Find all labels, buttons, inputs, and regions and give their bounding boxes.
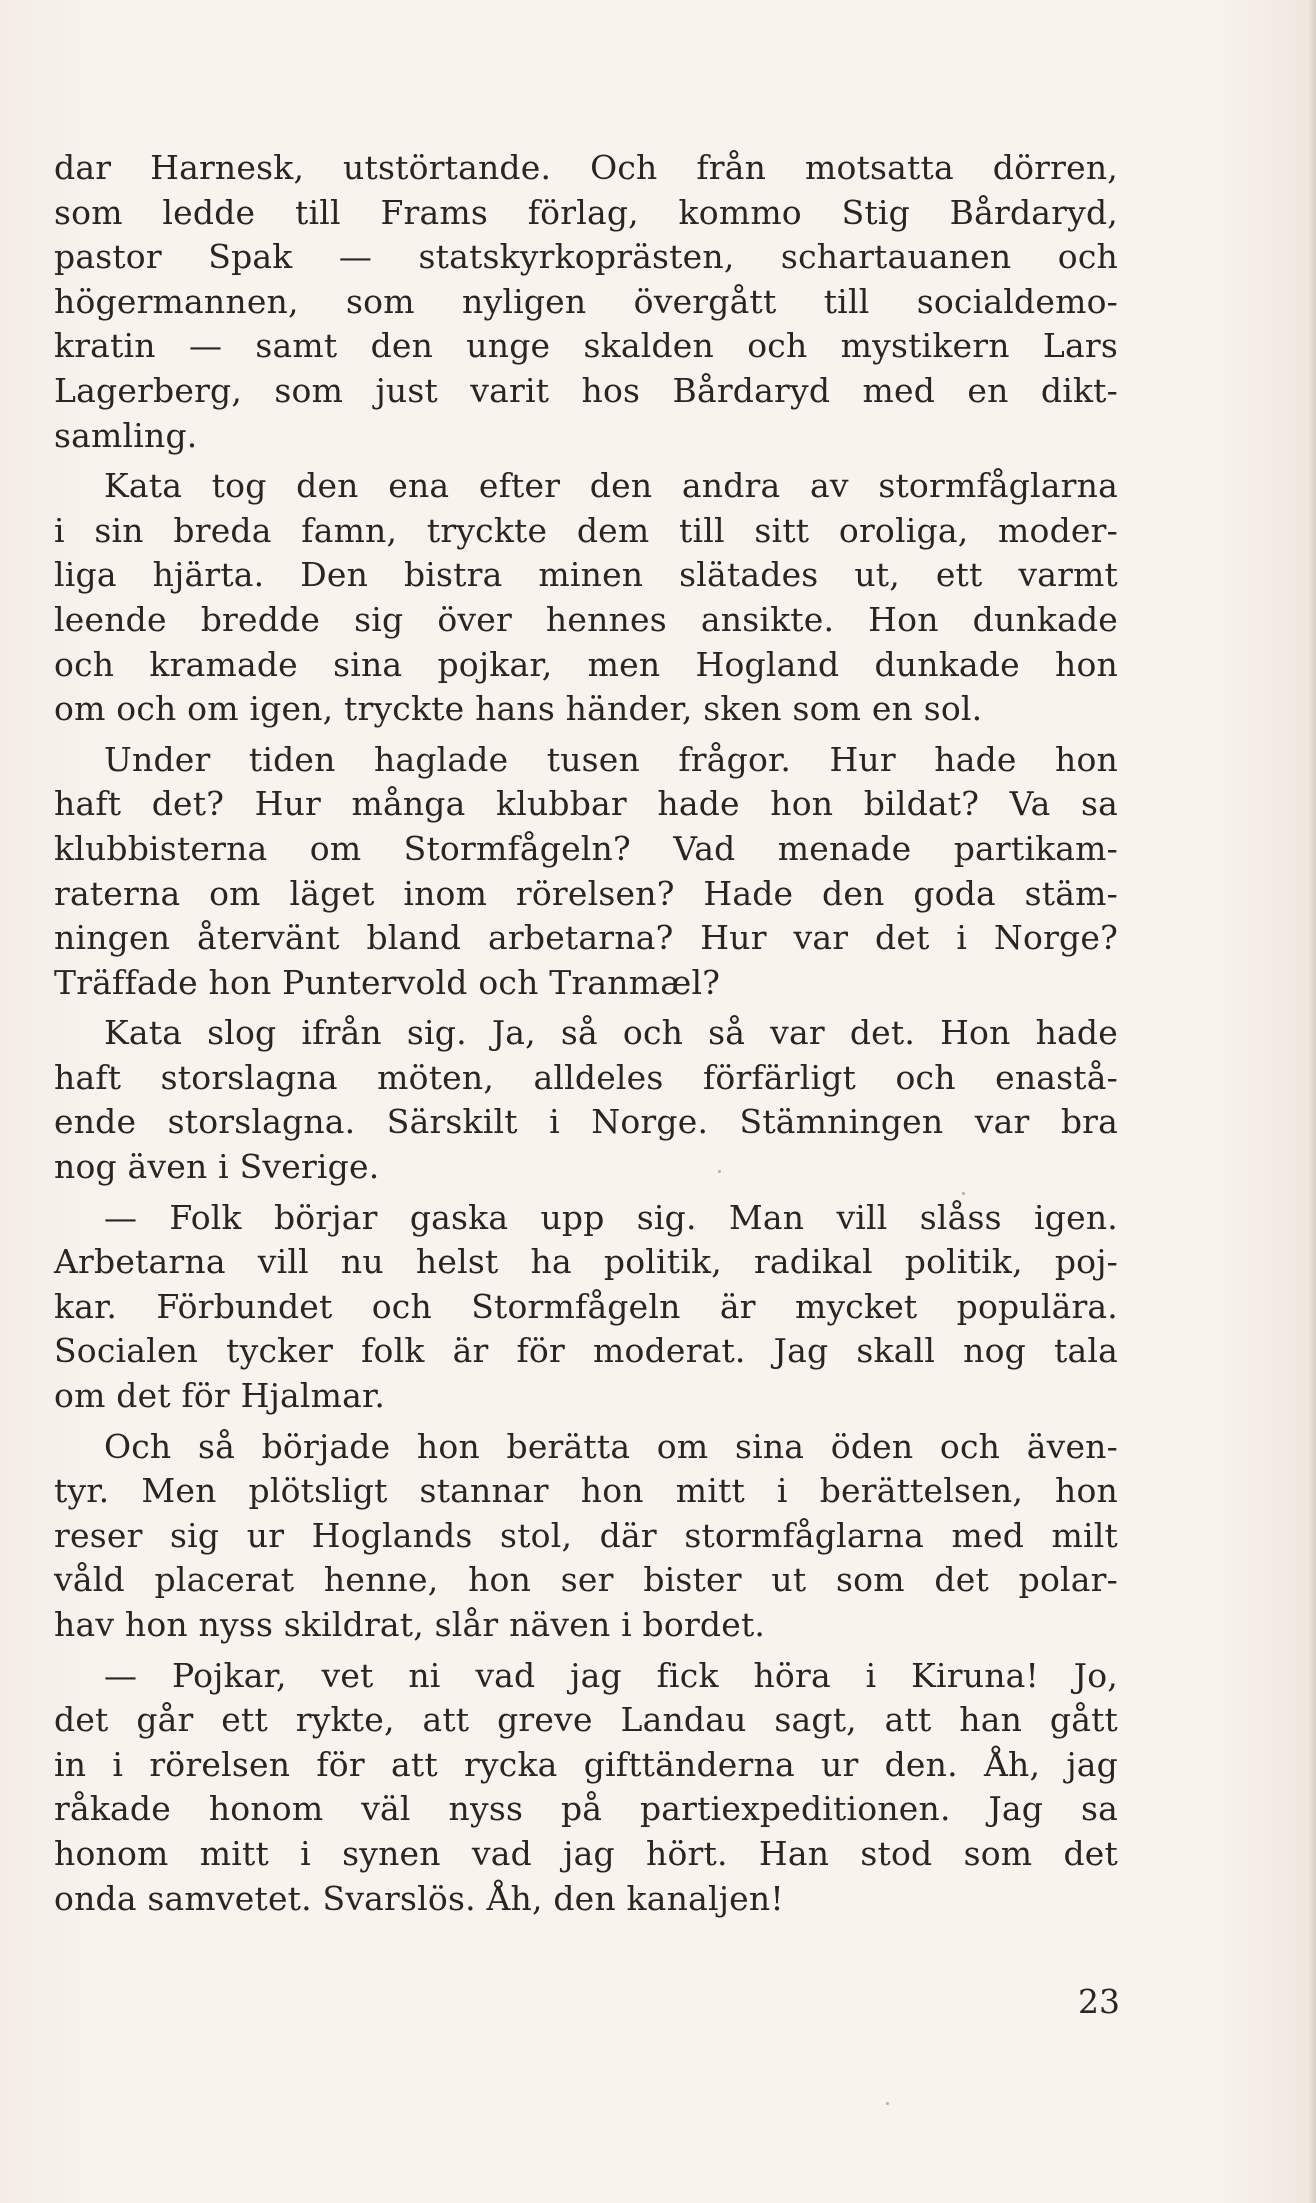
text-line: våld placerat henne, hon ser bister ut som det polar- <box>54 1560 1118 1600</box>
text-line: leende bredde sig över hennes ansikte. Hon dunkade <box>54 599 1118 639</box>
text-line: högermannen, som nyligen övergått till socialdemo- <box>54 281 1118 321</box>
paragraph <box>54 1196 1118 1419</box>
text-line: reser sig ur Hoglands stol, där stormfåglarna med milt <box>54 1515 1118 1555</box>
paragraph <box>54 738 1118 1006</box>
text-line: om det för Hjalmar. <box>54 1376 386 1416</box>
paragraph <box>54 1425 1118 1648</box>
text-line: liga hjärta. Den bistra minen slätades ut, ett varmt <box>54 555 1118 595</box>
text-line: haft det? Hur många klubbar hade hon bildat? Va sa <box>54 784 1118 824</box>
paragraph <box>54 146 1118 458</box>
text-line: onda samvetet. Svarslös. Åh, den kanaljen! <box>54 1878 784 1918</box>
text-line: — Pojkar, vet ni vad jag fick höra i Kiruna! Jo, <box>104 1655 1118 1695</box>
text-line: Träffade hon Puntervold och Tranmæl? <box>54 962 721 1002</box>
paper-speck <box>886 2102 889 2105</box>
text-line: kar. Förbundet och Stormfågeln är mycket populära. <box>54 1286 1118 1326</box>
text-line: samling. <box>54 415 198 455</box>
text-line: honom mitt i synen vad jag hört. Han stod som det <box>54 1833 1118 1873</box>
text-line: — Folk börjar gaska upp sig. Man vill slåss igen. <box>104 1197 1118 1237</box>
page-number: 23 <box>1078 1982 1120 2021</box>
text-line: raterna om läget inom rörelsen? Hade den goda stäm- <box>54 873 1118 913</box>
text-line: om och om igen, tryckte hans händer, sken som en sol. <box>54 689 983 729</box>
text-line: ningen återvänt bland arbetarna? Hur var det i Norge? <box>54 918 1118 958</box>
page-edge-shadow <box>1308 0 1316 2203</box>
text-line: Kata tog den ena efter den andra av stormfåglarna <box>104 466 1118 506</box>
text-line: tyr. Men plötsligt stannar hon mitt i berättelsen, hon <box>54 1471 1118 1511</box>
text-line: Och så började hon berätta om sina öden och även- <box>104 1426 1118 1466</box>
text-line: pastor Spak — statskyrkoprästen, schartauanen och <box>54 237 1118 277</box>
paper-speck <box>962 1192 965 1195</box>
text-line: Socialen tycker folk är för moderat. Jag skall nog tala <box>54 1331 1118 1371</box>
text-line: det går ett rykte, att greve Landau sagt, att han gått <box>54 1700 1118 1740</box>
text-line: ende storslagna. Särskilt i Norge. Stämningen var bra <box>54 1102 1118 1142</box>
text-line: som ledde till Frams förlag, kommo Stig Bårdaryd, <box>54 192 1118 232</box>
text-line: haft storslagna möten, alldeles förfärligt och enastå- <box>54 1057 1118 1097</box>
text-line: Arbetarna vill nu helst ha politik, radikal politik, poj- <box>54 1242 1118 1282</box>
paper-speck <box>718 1170 721 1173</box>
text-line: Lagerberg, som just varit hos Bårdaryd med en dikt- <box>54 370 1118 410</box>
text-line: klubbisterna om Stormfågeln? Vad menade partikam- <box>54 828 1118 868</box>
text-line: dar Harnesk, utstörtande. Och från motsatta dörren, <box>54 148 1118 187</box>
body-text <box>54 146 1118 1921</box>
paragraph <box>54 1654 1118 1922</box>
text-line: nog även i Sverige. <box>54 1147 380 1187</box>
text-line: och kramade sina pojkar, men Hogland dunkade hon <box>54 644 1118 684</box>
text-line: kratin — samt den unge skalden och mystikern Lars <box>54 326 1118 366</box>
text-line: Kata slog ifrån sig. Ja, så och så var det. Hon hade <box>104 1013 1118 1053</box>
text-line: hav hon nyss skildrat, slår näven i bordet. <box>54 1605 766 1644</box>
paragraph <box>54 464 1118 732</box>
paragraph <box>54 1011 1118 1189</box>
text-line: Under tiden haglade tusen frågor. Hur hade hon <box>104 739 1118 779</box>
text-line: i sin breda famn, tryckte dem till sitt oroliga, moder- <box>54 510 1118 550</box>
text-line: in i rörelsen för att rycka gifttänderna ur den. Åh, jag <box>54 1744 1118 1784</box>
text-line: råkade honom väl nyss på partiexpeditionen. Jag sa <box>54 1789 1118 1829</box>
